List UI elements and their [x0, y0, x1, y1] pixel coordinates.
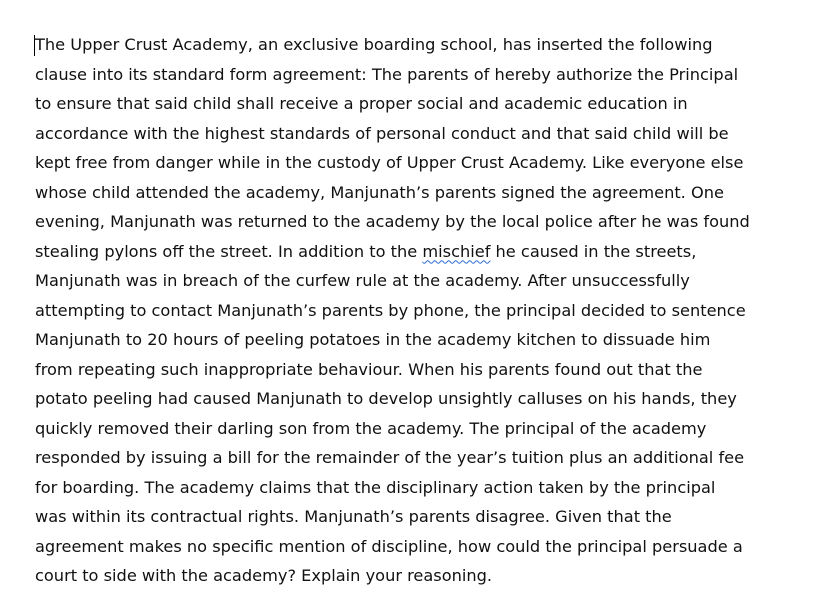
text-line: court to side with the academy? Explain your reasoning.: [35, 566, 493, 585]
text-line: kept free from danger while in the custody of Upper Crust Academy. Like everyone else: [35, 153, 744, 172]
text-line: accordance with the highest standards of personal conduct and that said child will be: [35, 123, 729, 143]
text-segment: stealing pylons off the street. In addition to the: [35, 241, 423, 261]
text-line: Manjunath was in breach of the curfew rule at the academy. After unsuccessfully: [35, 271, 690, 290]
text-line: from repeating such inappropriate behaviour. When his parents found out that the: [35, 359, 703, 379]
spellcheck-flagged-word[interactable]: mischief: [422, 241, 491, 261]
text-line: agreement makes no specific mention of discipline, how could the principal persuade a: [35, 536, 743, 556]
text-line: Manjunath to 20 hours of peeling potatoes in the academy kitchen to dissuade him: [35, 330, 711, 349]
text-line: quickly removed their darling son from the academy. The principal of the academy: [35, 418, 707, 438]
text-cursor: [34, 35, 35, 56]
text-line: evening, Manjunath was returned to the academy by the local police after he was found: [35, 212, 750, 231]
text-segment: he caused in the streets,: [490, 241, 697, 261]
text-line: whose child attended the academy, Manjunath’s parents signed the agreement. One: [35, 182, 724, 202]
text-line: clause into its standard form agreement: The parents of hereby authorize the Principal: [35, 64, 739, 84]
text-line: was within its contractual rights. Manjunath’s parents disagree. Given that the: [35, 507, 672, 526]
text-line: The Upper Crust Academy, an exclusive boarding school, has inserted the following: [35, 35, 713, 54]
document-body[interactable]: [35, 30, 825, 591]
text-line: to ensure that said child shall receive a proper social and academic education in: [35, 94, 688, 113]
text-line: potato peeling had caused Manjunath to develop unsightly calluses on his hands, they: [35, 389, 737, 408]
text-line: responded by issuing a bill for the remainder of the year’s tuition plus an additional fee: [35, 448, 745, 467]
text-line: [35, 237, 825, 267]
text-line: attempting to contact Manjunath’s parents by phone, the principal decided to sentence: [35, 300, 746, 320]
text-line: for boarding. The academy claims that the disciplinary action taken by the principal: [35, 477, 716, 497]
